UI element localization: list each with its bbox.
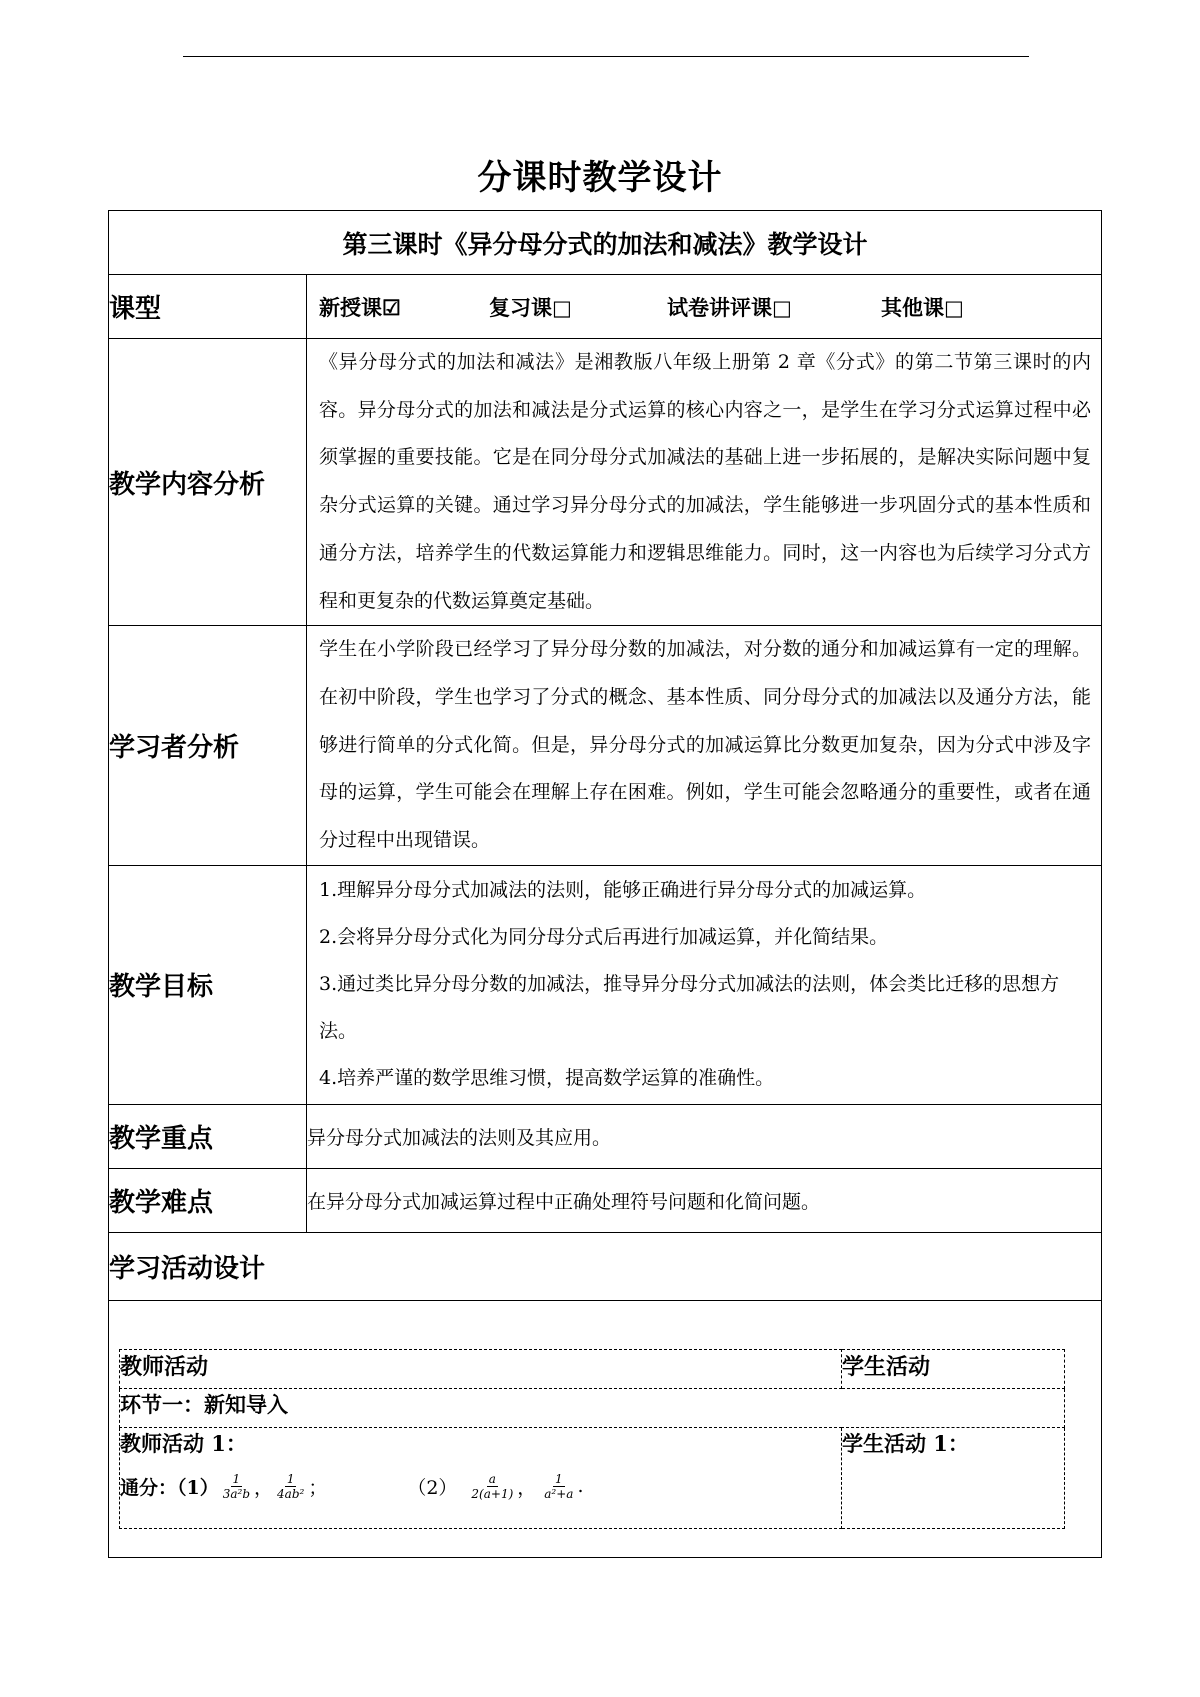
learner-analysis-text: 学生在小学阶段已经学习了异分母分数的加减法，对分数的通分和加减运算有一定的理解。在初中阶段，学生也学习了分式的概念、基本性质、同分母分式的加减法以及通分方法，能够进行简单的分式化简。但是，异分母分式的加减运算比分数更加复杂，因为分式中涉及字母的运算，学生可能会在理解上存在困难。例如，学生可能会忽略通分的重要性，或者在通分过程中出现错误。 [319, 638, 1091, 852]
goal-item: 1.理解异分母分式加减法的法则，能够正确进行异分母分式的加减运算。 [319, 879, 927, 902]
learner-analysis-label: 学习者分析 [109, 626, 307, 866]
goals-label: 教学目标 [109, 865, 307, 1104]
student-activity-1: 学生活动 1： [842, 1427, 1065, 1528]
type-label: 课型 [109, 275, 307, 339]
lesson-subtitle: 第三课时《异分母分式的加法和减法》教学设计 [109, 211, 1102, 275]
difficulty-label: 教学难点 [109, 1168, 307, 1232]
goal-item: 2.会将异分母分式化为同分母分式后再进行加减运算，并化简结果。 [319, 926, 889, 949]
header-rule [183, 56, 1029, 57]
fraction-4: $\frac{1}{\text{a²+a}}$ [544, 1471, 574, 1501]
learner-analysis-cell [307, 626, 1102, 866]
type-review: 复习课□ [489, 294, 572, 320]
teacher-activity-1-title: 教师活动 1： [120, 1430, 247, 1456]
content-analysis-label: 教学内容分析 [109, 339, 307, 626]
goal-item: 4.培养严谨的数学思维习惯，提高数学运算的准确性。 [319, 1067, 775, 1090]
lesson-plan-table [108, 210, 1102, 1558]
type-options [307, 275, 1102, 339]
activity-table [119, 1349, 1065, 1529]
tongfen-label: 通分：（1） [120, 1476, 219, 1499]
key-point-label: 教学重点 [109, 1104, 307, 1168]
activity-design-label: 学习活动设计 [109, 1232, 1102, 1300]
document-title: 分课时教学设计 [477, 158, 723, 198]
type-test-review: 试卷讲评课□ [667, 294, 792, 320]
type-other: 其他课□ [881, 294, 964, 320]
content-analysis-cell [307, 339, 1102, 626]
type-new: 新授课☑ [319, 294, 401, 320]
goal-item: 3.通过类比异分母分数的加减法，推导异分母分式加减法的法则，体会类比迁移的思想方法。 [319, 973, 1060, 1043]
teacher-activity-header: 教师活动 [120, 1349, 842, 1388]
content-analysis-text: 《异分母分式的加法和减法》是湘教版八年级上册第 2 章《分式》的第二节第三课时的内容。异分母分式的加法和减法是分式运算的核心内容之一，是学生在学习分式运算过程中必须掌握的重要技能。它是在同分母分式加减法的基础上进一步拓展的，是解决实际问题中复杂分式运算的关键。通过学习异分母分式的加减法，学生能够进一步巩固分式的基本性质和通分方法，培养学生的代数运算能力和逻辑思维能力。同时，这一内容也为后续学习分式方程和更复杂的代数运算奠定基础。 [319, 351, 1091, 612]
fraction-2: $\frac{1}{\text{4ab²}}$ [277, 1471, 305, 1501]
goals-cell [307, 865, 1102, 1104]
separator: ； [308, 1476, 328, 1499]
key-point-text: 异分母分式加减法的法则及其应用。 [307, 1104, 1102, 1168]
item-2-label: （2） [407, 1476, 458, 1499]
separator: ， [254, 1476, 274, 1499]
teacher-activity-1 [120, 1427, 842, 1528]
section-intro: 环节一：新知导入 [120, 1388, 1065, 1427]
end-period: . [577, 1475, 584, 1498]
student-activity-header: 学生活动 [842, 1349, 1065, 1388]
difficulty-text: 在异分母分式加减运算过程中正确处理符号问题和化简问题。 [307, 1168, 1102, 1232]
fraction-1: $\frac{1}{\text{3a²b}}$ [222, 1471, 251, 1501]
activity-design-cell [109, 1300, 1102, 1557]
exercise-tongfen [120, 1472, 841, 1501]
separator: ， [517, 1476, 537, 1499]
fraction-3: $\frac{a}{2(a+1)}$ [471, 1471, 514, 1501]
